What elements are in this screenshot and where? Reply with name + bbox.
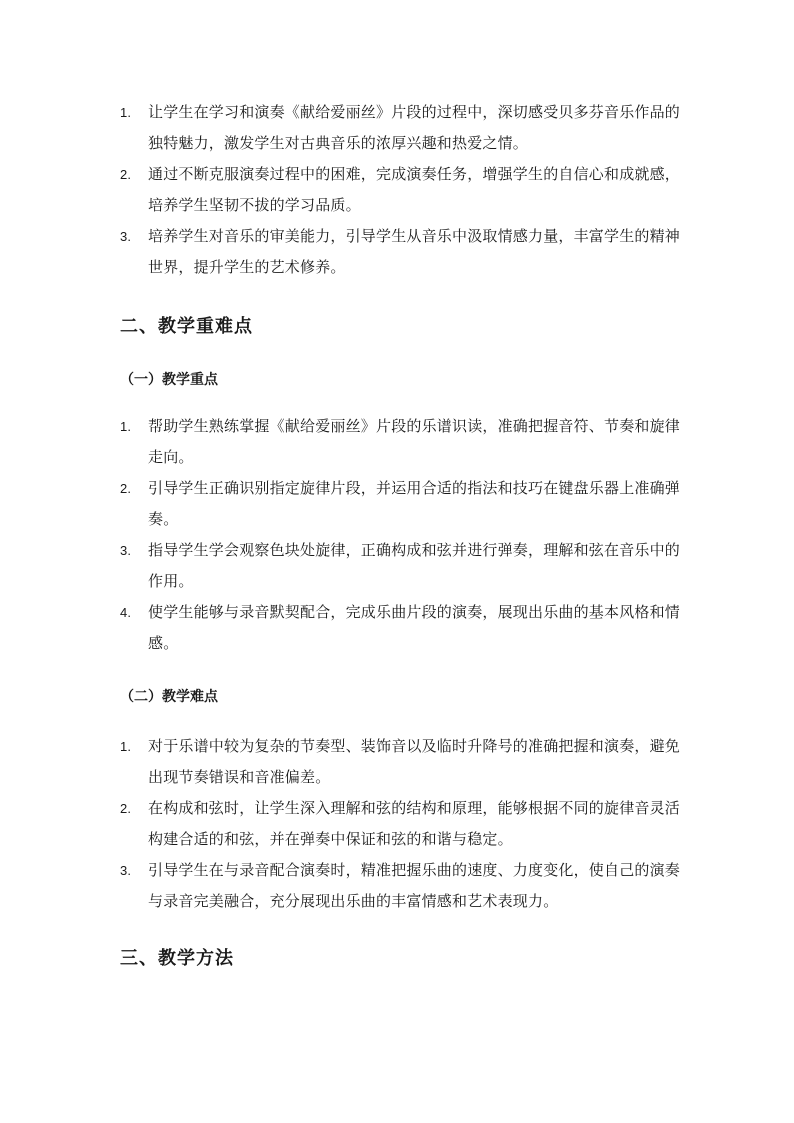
subheading-key-points: （一）教学重点 (120, 372, 218, 388)
list-text: 对于乐谱中较为复杂的节奏型、装饰音以及临时升降号的准确把握和演奏，避免出现节奏错误和音准偏差。 (148, 737, 681, 786)
list-number: 2. (120, 801, 132, 816)
list-item (0, 855, 688, 917)
list-text: 使学生能够与录音默契配合，完成乐曲片段的演奏，展现出乐曲的基本风格和情感。 (148, 603, 681, 652)
section-heading-key-points: 二、教学重难点 (120, 316, 253, 337)
list-item (0, 159, 688, 221)
list-text: 在构成和弦时，让学生深入理解和弦的结构和原理，能够根据不同的旋律音灵活构建合适的和弦，并在弹奏中保证和弦的和谐与稳定。 (148, 799, 681, 848)
list-item (0, 793, 688, 855)
list-number: 2. (120, 167, 132, 182)
list-number: 3. (120, 863, 132, 878)
list-number: 1. (120, 419, 132, 434)
key-points-list (0, 411, 794, 659)
list-item (0, 597, 688, 659)
list-text: 培养学生对音乐的审美能力，引导学生从音乐中汲取情感力量，丰富学生的精神世界，提升学生的艺术修养。 (148, 227, 681, 276)
list-text: 指导学生学会观察色块处旋律，正确构成和弦并进行弹奏，理解和弦在音乐中的作用。 (148, 541, 681, 590)
objectives-list (0, 97, 794, 283)
list-number: 3. (120, 543, 132, 558)
section-heading-methods: 三、教学方法 (120, 948, 234, 969)
list-number: 1. (120, 105, 132, 120)
list-item (0, 411, 688, 473)
list-number: 3. (120, 229, 132, 244)
list-text: 通过不断克服演奏过程中的困难，完成演奏任务，增强学生的自信心和成就感，培养学生坚韧不拔的学习品质。 (148, 165, 681, 214)
list-number: 1. (120, 739, 132, 754)
list-text: 让学生在学习和演奏《献给爱丽丝》片段的过程中，深切感受贝多芬音乐作品的独特魅力，激发学生对古典音乐的浓厚兴趣和热爱之情。 (148, 103, 681, 152)
list-number: 4. (120, 605, 132, 620)
list-item (0, 473, 688, 535)
difficult-points-list (0, 731, 794, 917)
list-text: 帮助学生熟练掌握《献给爱丽丝》片段的乐谱识读，准确把握音符、节奏和旋律走向。 (148, 417, 681, 466)
list-item (0, 731, 688, 793)
list-item (0, 97, 688, 159)
list-text: 引导学生正确识别指定旋律片段，并运用合适的指法和技巧在键盘乐器上准确弹奏。 (148, 479, 681, 528)
list-item (0, 535, 688, 597)
list-item (0, 221, 688, 283)
list-text: 引导学生在与录音配合演奏时，精准把握乐曲的速度、力度变化，使自己的演奏与录音完美融合，充分展现出乐曲的丰富情感和艺术表现力。 (148, 861, 681, 910)
subheading-difficult-points: （二）教学难点 (120, 689, 218, 705)
list-number: 2. (120, 481, 132, 496)
